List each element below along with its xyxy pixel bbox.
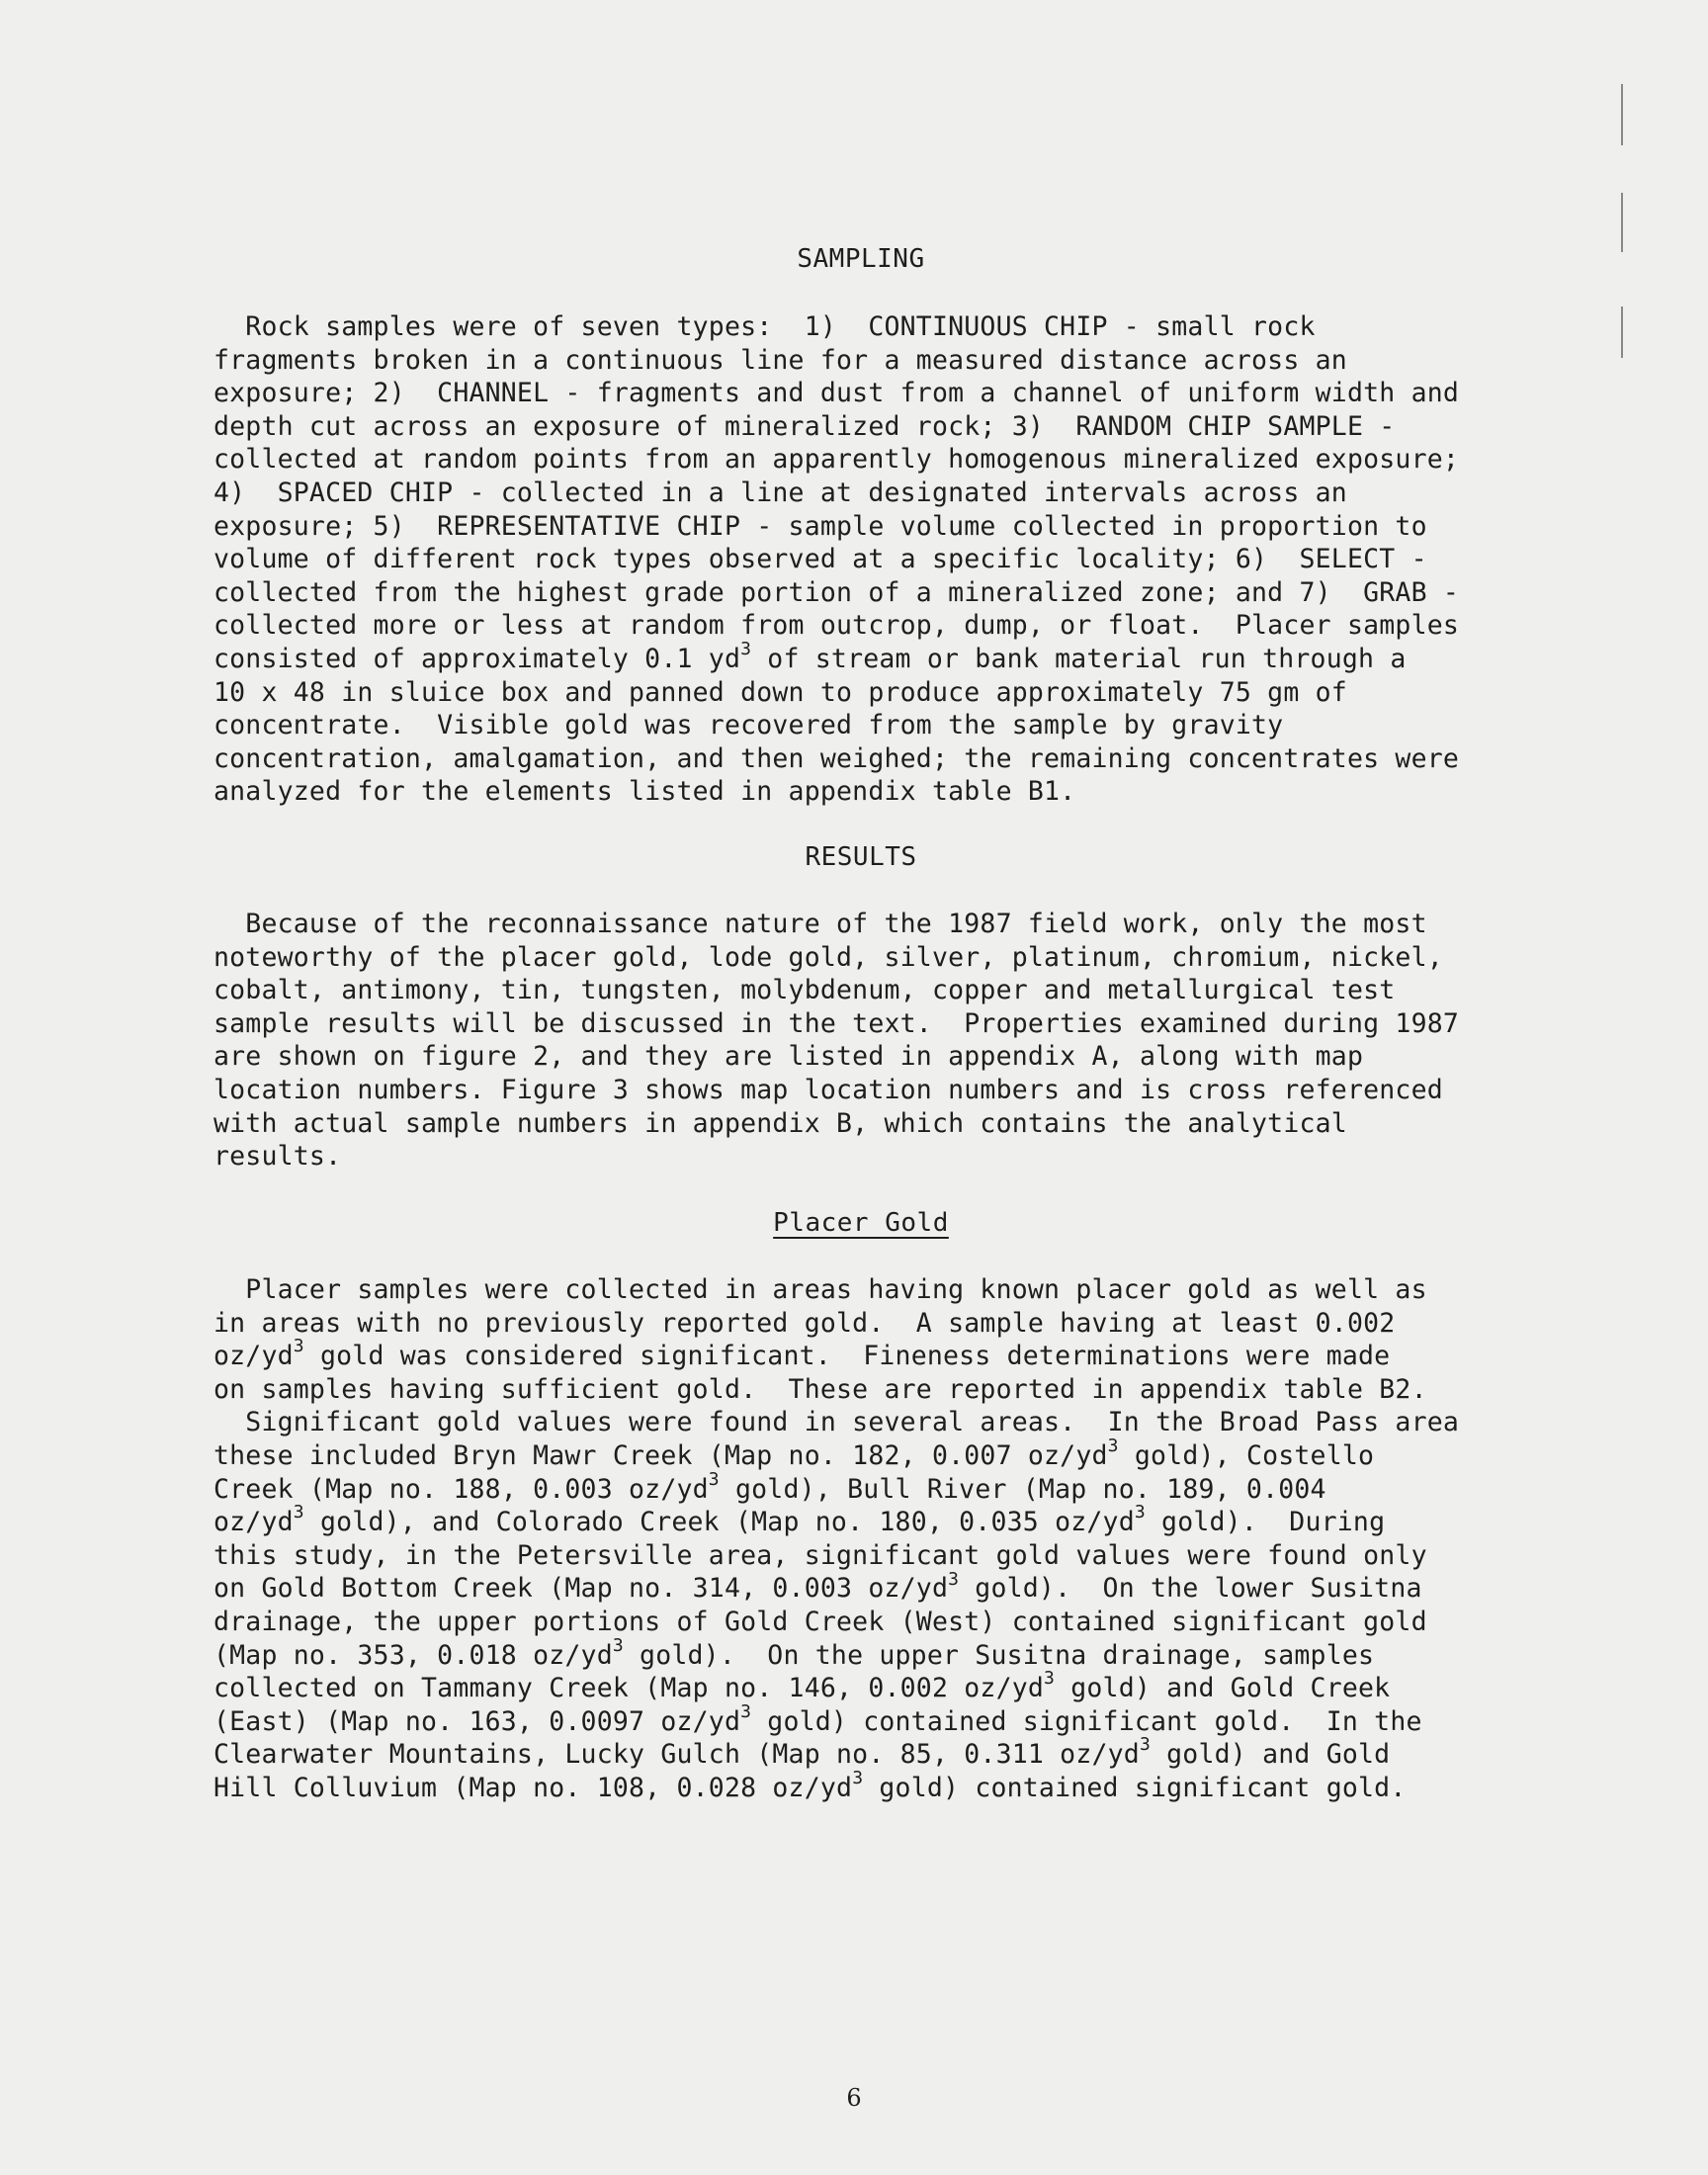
text-line: on samples having sufficient gold. These are reported in appendix table B2. xyxy=(214,1373,1427,1405)
text-line: 4) SPACED CHIP - collected in a line at designated intervals across an xyxy=(214,477,1347,508)
text-line: collected on Tammany Creek (Map no. 146, 0.002 $oz/yd^3$ gold) and Gold Creek xyxy=(214,1668,1391,1704)
text-line: in areas with no previously reported gold. A sample having at least 0.002 xyxy=(214,1307,1396,1339)
text-line: consisted of approximately 0.1 $yd^3$ of stream or bank material run through a xyxy=(214,639,1407,674)
placer-gold-title: Placer Gold xyxy=(773,1208,949,1238)
text-line: drainage, the upper portions of Gold Creek (West) contained significant gold xyxy=(214,1606,1427,1637)
text-line: (East) (Map no. 163, 0.0097 $oz/yd^3$ gold) contained significant gold. In the xyxy=(214,1700,1422,1737)
section-heading-results: RESULTS xyxy=(805,842,917,872)
text-line: concentrate. Visible gold was recovered from the sample by gravity xyxy=(214,710,1284,741)
text-line: collected from the highest grade portion of a mineralized zone; and 7) GRAB - xyxy=(214,576,1460,608)
text-line: 10 x 48 in sluice box and panned down to produce approximately 75 gm of xyxy=(214,676,1347,708)
text-line: concentration, amalgamation, and then weighed; the remaining concentrates were xyxy=(214,742,1460,774)
text-line: sample results will be discussed in the text. Properties examined during 1987 xyxy=(214,1007,1460,1039)
text-line: depth cut across an exposure of mineralized rock; 3) RANDOM CHIP SAMPLE - xyxy=(214,410,1396,442)
text-line: results. xyxy=(214,1141,342,1173)
text-line: location numbers. Figure 3 shows map location numbers and is cross referenced xyxy=(214,1074,1443,1105)
text-line: Placer samples were collected in areas having known placer gold as well as xyxy=(214,1274,1427,1305)
paragraph-sampling xyxy=(214,310,1508,809)
text-line: (Map no. 353, 0.018 $oz/yd^3$ gold). On the upper Susitna drainage, samples xyxy=(214,1634,1375,1671)
text-line: are shown on figure 2, and they are listed in appendix A, along with map xyxy=(214,1041,1364,1073)
text-line: these included Bryn Mawr Creek (Map no. 182, 0.007 $oz/yd^3$ gold), Costello xyxy=(214,1436,1375,1471)
text-line: Because of the reconnaissance nature of the 1987 field work, only the most xyxy=(214,909,1427,939)
margin-mark xyxy=(1621,306,1623,358)
text-line: Creek (Map no. 188, 0.003 $oz/yd^3$ gold), Bull River (Map no. 189, 0.004 xyxy=(214,1468,1326,1505)
text-line: collected more or less at random from outcrop, dump, or float. Placer samples xyxy=(214,610,1460,642)
text-line: with actual sample numbers in appendix B, which contains the analytical xyxy=(214,1107,1347,1139)
text-line: volume of different rock types observed at a specific locality; 6) SELECT - xyxy=(214,544,1427,575)
paragraph-results xyxy=(214,908,1508,1174)
text-line: noteworthy of the placer gold, lode gold, silver, platinum, chromium, nickel, xyxy=(214,941,1443,973)
text-line: $oz/yd^3$ gold was considered significant. Fineness determinations were made xyxy=(214,1336,1391,1372)
text-line: $oz/yd^3$ gold), and Colorado Creek (Map no. 180, 0.035 $oz/yd^3$ gold). During xyxy=(214,1502,1386,1538)
text-line: Significant gold values were found in several areas. In the Broad Pass area xyxy=(214,1407,1460,1438)
margin-mark xyxy=(1621,193,1623,252)
text-line: exposure; 5) REPRESENTATIVE CHIP - sample volume collected in proportion to xyxy=(214,510,1427,542)
text-line: Clearwater Mountains, Lucky Gulch (Map no. 85, 0.311 $oz/yd^3$ gold) and Gold xyxy=(214,1734,1391,1771)
paragraph-placer-gold xyxy=(214,1273,1508,1805)
text-line: analyzed for the elements listed in appendix table B1. xyxy=(214,776,1076,808)
text-line: this study, in the Petersville area, significant gold values were found only xyxy=(214,1539,1427,1571)
text-line: exposure; 2) CHANNEL - fragments and dust from a channel of uniform width and xyxy=(214,378,1460,409)
text-line: Rock samples were of seven types: 1) CONTINUOUS CHIP - small rock xyxy=(214,311,1316,342)
text-line: Hill Colluvium (Map no. 108, 0.028 $oz/yd^3$ gold) contained significant gold. xyxy=(214,1768,1407,1803)
margin-mark xyxy=(1621,84,1623,145)
text-line: fragments broken in a continuous line for a measured distance across an xyxy=(214,344,1347,376)
section-heading-placer-gold xyxy=(214,1208,1508,1238)
text-line: on Gold Bottom Creek (Map no. 314, 0.003 $oz/yd^3$ gold). On the lower Susitna xyxy=(214,1568,1422,1605)
section-heading-sampling: SAMPLING xyxy=(797,244,925,274)
text-line: collected at random points from an apparently homogenous mineralized exposure; xyxy=(214,444,1460,476)
text-line: cobalt, antimony, tin, tungsten, molybdenum, copper and metallurgical test xyxy=(214,975,1396,1006)
page-number: 6 xyxy=(846,2084,862,2112)
